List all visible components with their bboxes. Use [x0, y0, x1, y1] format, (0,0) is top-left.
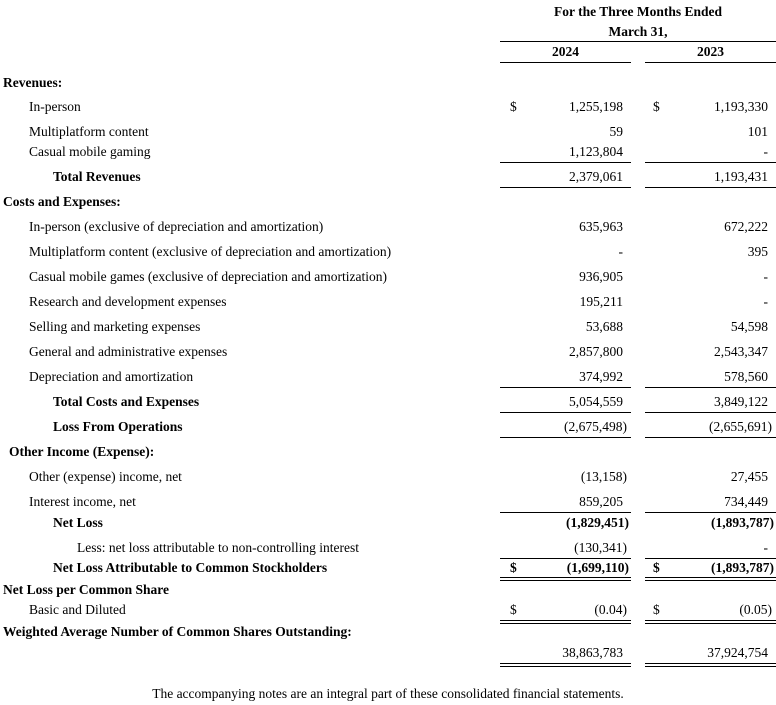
dna-2023: 578,560 [724, 369, 768, 384]
rnd-2023: - [763, 294, 768, 309]
selling-2024: 53,688 [585, 319, 623, 334]
other-income-heading: Other Income (Expense): [9, 444, 155, 459]
net-loss-2024: (1,829,451) [566, 515, 629, 530]
casual-revenue-2024: 1,123,804 [569, 144, 623, 159]
casual-cost-2024: 936,905 [579, 269, 623, 284]
total-costs-2023: 3,849,122 [714, 394, 768, 409]
column-header-2024: 2024 [552, 44, 579, 59]
nci-label: Less: net loss attributable to non-controlling interest [77, 540, 359, 555]
loss-from-operations-2023: (2,655,691) [709, 419, 772, 434]
currency-symbol: $ [653, 99, 660, 114]
currency-symbol: $ [510, 560, 517, 575]
period-header-line2: March 31, [608, 24, 668, 39]
currency-symbol: $ [510, 602, 517, 617]
selling-label: Selling and marketing expenses [29, 319, 201, 334]
loss-from-operations-2024: (2,675,498) [564, 419, 627, 434]
net-loss-common-2023: (1,893,787) [711, 560, 774, 575]
total-costs-2024: 5,054,559 [569, 394, 623, 409]
total-rule [500, 412, 631, 413]
casual-revenue-2023: - [763, 144, 768, 159]
multiplatform-cost-label: Multiplatform content (exclusive of depreciation and amortization) [29, 244, 392, 259]
subtotal-rule [645, 162, 776, 163]
subtotal-rule [645, 558, 776, 559]
wavg-2024: 38,863,783 [562, 645, 623, 660]
header-rule [500, 41, 776, 42]
total-rule [645, 437, 776, 438]
wavg-heading: Weighted Average Number of Common Shares Outstanding: [3, 624, 352, 639]
dna-2024: 374,992 [579, 369, 623, 384]
rnd-label: Research and development expenses [29, 294, 227, 309]
total-rule [645, 187, 776, 188]
gna-2023: 2,543,347 [714, 344, 768, 359]
net-loss-common-2024: (1,699,110) [566, 560, 629, 575]
multiplatform-cost-2023: 395 [747, 244, 768, 259]
total-revenues-2023: 1,193,431 [714, 169, 768, 184]
total-rule [645, 412, 776, 413]
column-header-2023: 2023 [697, 44, 724, 59]
eps-heading: Net Loss per Common Share [3, 582, 170, 597]
interest-income-label: Interest income, net [29, 494, 136, 509]
total-costs-label: Total Costs and Expenses [53, 394, 200, 409]
multiplatform-revenue-2024: 59 [609, 124, 623, 139]
interest-income-2024: 859,205 [579, 494, 623, 509]
in-person-revenue-2024: 1,255,198 [569, 99, 623, 114]
gna-label: General and administrative expenses [29, 344, 228, 359]
double-rule [500, 577, 631, 581]
casual-revenue-label: Casual mobile gaming [29, 144, 151, 159]
subtotal-rule [500, 387, 631, 388]
subtotal-rule [500, 162, 631, 163]
in-person-revenue-2023: 1,193,330 [714, 99, 768, 114]
currency-symbol: $ [510, 99, 517, 114]
total-revenues-2024: 2,379,061 [569, 169, 623, 184]
double-rule [645, 620, 776, 624]
footer-note: The accompanying notes are an integral part of these consolidated financial statements. [152, 686, 624, 701]
currency-symbol: $ [653, 560, 660, 575]
multiplatform-revenue-label: Multiplatform content [29, 124, 149, 139]
nci-2024: (130,341) [574, 540, 627, 555]
other-income-2024: (13,158) [580, 469, 627, 484]
basic-diluted-label: Basic and Diluted [29, 602, 126, 617]
rnd-2024: 195,211 [579, 294, 623, 309]
in-person-cost-2023: 672,222 [724, 219, 768, 234]
total-rule [500, 437, 631, 438]
selling-2023: 54,598 [730, 319, 768, 334]
subtotal-rule [500, 558, 631, 559]
revenues-heading: Revenues: [3, 75, 63, 90]
double-rule [645, 577, 776, 581]
currency-symbol: $ [653, 602, 660, 617]
subtotal-rule [645, 512, 776, 513]
double-rule [645, 663, 776, 667]
header-underline-2024 [500, 62, 631, 63]
subtotal-rule [500, 512, 631, 513]
multiplatform-cost-2024: - [618, 244, 623, 259]
other-income-2023: 27,455 [730, 469, 768, 484]
loss-from-operations-label: Loss From Operations [53, 419, 183, 434]
in-person-cost-label: In-person (exclusive of depreciation and amortization) [29, 219, 324, 234]
gna-2024: 2,857,800 [569, 344, 623, 359]
header-underline-2023 [645, 62, 776, 63]
other-income-label: Other (expense) income, net [29, 469, 182, 484]
basic-diluted-2023: (0.05) [739, 602, 772, 617]
casual-cost-2023: - [763, 269, 768, 284]
net-loss-2023: (1,893,787) [711, 515, 774, 530]
in-person-revenue-label: In-person [29, 99, 81, 114]
basic-diluted-2024: (0.04) [594, 602, 627, 617]
double-rule [500, 663, 631, 667]
multiplatform-revenue-2023: 101 [747, 124, 768, 139]
costs-heading: Costs and Expenses: [3, 194, 121, 209]
period-header-line1: For the Three Months Ended [553, 4, 723, 19]
net-loss-common-label: Net Loss Attributable to Common Stockholders [53, 560, 328, 575]
dna-label: Depreciation and amortization [29, 369, 194, 384]
in-person-cost-2024: 635,963 [579, 219, 623, 234]
casual-cost-label: Casual mobile games (exclusive of depreciation and amortization) [29, 269, 388, 284]
interest-income-2023: 734,449 [724, 494, 768, 509]
double-rule [500, 620, 631, 624]
wavg-2023: 37,924,754 [707, 645, 768, 660]
net-loss-label: Net Loss [53, 515, 103, 530]
nci-2023: - [763, 540, 768, 555]
total-rule [500, 187, 631, 188]
subtotal-rule [645, 387, 776, 388]
total-revenues-label: Total Revenues [53, 169, 141, 184]
